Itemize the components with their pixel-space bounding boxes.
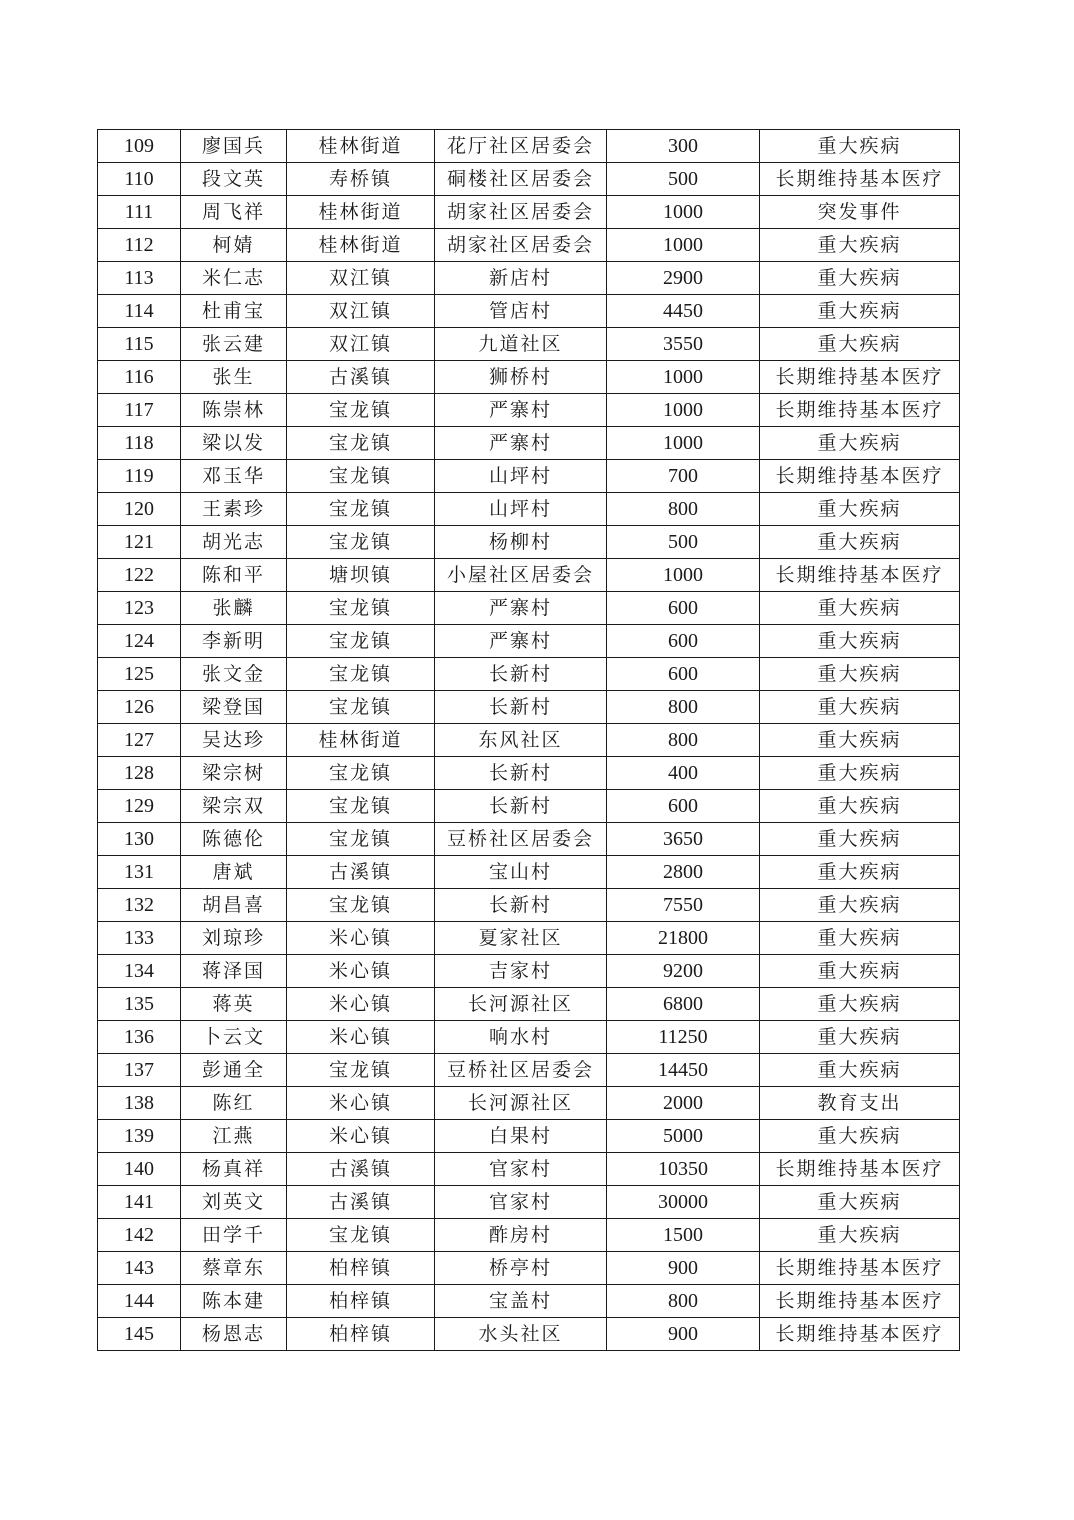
table-row [98, 724, 960, 757]
cell-reason: 长期维持基本医疗 [760, 1252, 960, 1285]
cell-amount: 900 [607, 1318, 760, 1351]
cell-index: 109 [98, 130, 181, 163]
cell-town: 宝龙镇 [287, 625, 435, 658]
table-row [98, 823, 960, 856]
table-row [98, 1252, 960, 1285]
cell-community: 东风社区 [435, 724, 607, 757]
cell-index: 133 [98, 922, 181, 955]
cell-town: 柏梓镇 [287, 1318, 435, 1351]
cell-amount: 1000 [607, 559, 760, 592]
cell-name: 陈德伦 [181, 823, 287, 856]
cell-reason: 重大疾病 [760, 724, 960, 757]
cell-amount: 700 [607, 460, 760, 493]
cell-name: 张云建 [181, 328, 287, 361]
cell-index: 121 [98, 526, 181, 559]
cell-town: 桂林街道 [287, 229, 435, 262]
cell-town: 宝龙镇 [287, 889, 435, 922]
cell-reason: 长期维持基本医疗 [760, 394, 960, 427]
cell-community: 酢房村 [435, 1219, 607, 1252]
table-row [98, 1120, 960, 1153]
cell-community: 山坪村 [435, 493, 607, 526]
cell-town: 古溪镇 [287, 361, 435, 394]
cell-community: 九道社区 [435, 328, 607, 361]
table-row [98, 1186, 960, 1219]
cell-community: 严寨村 [435, 394, 607, 427]
cell-amount: 7550 [607, 889, 760, 922]
cell-index: 140 [98, 1153, 181, 1186]
cell-name: 杨恩志 [181, 1318, 287, 1351]
cell-name: 张生 [181, 361, 287, 394]
cell-community: 豆桥社区居委会 [435, 823, 607, 856]
cell-amount: 1000 [607, 229, 760, 262]
cell-community: 胡家社区居委会 [435, 196, 607, 229]
cell-name: 刘英文 [181, 1186, 287, 1219]
table-row [98, 526, 960, 559]
cell-community: 吉家村 [435, 955, 607, 988]
cell-amount: 6800 [607, 988, 760, 1021]
cell-amount: 1000 [607, 427, 760, 460]
cell-community: 豆桥社区居委会 [435, 1054, 607, 1087]
cell-community: 响水村 [435, 1021, 607, 1054]
cell-community: 杨柳村 [435, 526, 607, 559]
cell-town: 宝龙镇 [287, 823, 435, 856]
cell-name: 梁以发 [181, 427, 287, 460]
cell-community: 新店村 [435, 262, 607, 295]
cell-reason: 重大疾病 [760, 790, 960, 823]
cell-amount: 600 [607, 790, 760, 823]
cell-community: 官家村 [435, 1186, 607, 1219]
cell-town: 宝龙镇 [287, 1219, 435, 1252]
cell-town: 宝龙镇 [287, 757, 435, 790]
cell-index: 115 [98, 328, 181, 361]
cell-index: 120 [98, 493, 181, 526]
cell-amount: 500 [607, 526, 760, 559]
cell-name: 王素珍 [181, 493, 287, 526]
cell-index: 122 [98, 559, 181, 592]
cell-town: 古溪镇 [287, 1186, 435, 1219]
cell-town: 米心镇 [287, 988, 435, 1021]
table-row [98, 394, 960, 427]
cell-town: 寿桥镇 [287, 163, 435, 196]
table-row [98, 625, 960, 658]
cell-reason: 重大疾病 [760, 592, 960, 625]
cell-index: 114 [98, 295, 181, 328]
cell-index: 135 [98, 988, 181, 1021]
cell-index: 123 [98, 592, 181, 625]
cell-index: 137 [98, 1054, 181, 1087]
table-row [98, 196, 960, 229]
cell-town: 米心镇 [287, 1087, 435, 1120]
cell-reason: 重大疾病 [760, 955, 960, 988]
cell-index: 134 [98, 955, 181, 988]
table-row [98, 988, 960, 1021]
table-row [98, 493, 960, 526]
cell-amount: 9200 [607, 955, 760, 988]
cell-reason: 重大疾病 [760, 691, 960, 724]
cell-reason: 重大疾病 [760, 1120, 960, 1153]
cell-community: 宝山村 [435, 856, 607, 889]
cell-name: 田学千 [181, 1219, 287, 1252]
cell-town: 宝龙镇 [287, 427, 435, 460]
cell-town: 双江镇 [287, 328, 435, 361]
table-row [98, 229, 960, 262]
cell-community: 宝盖村 [435, 1285, 607, 1318]
cell-town: 桂林街道 [287, 196, 435, 229]
cell-community: 夏家社区 [435, 922, 607, 955]
cell-index: 113 [98, 262, 181, 295]
cell-index: 136 [98, 1021, 181, 1054]
cell-index: 141 [98, 1186, 181, 1219]
cell-town: 宝龙镇 [287, 790, 435, 823]
cell-reason: 长期维持基本医疗 [760, 163, 960, 196]
cell-reason: 长期维持基本医疗 [760, 559, 960, 592]
cell-name: 蔡章东 [181, 1252, 287, 1285]
relief-record-table [97, 129, 960, 1351]
table-row [98, 460, 960, 493]
cell-community: 管店村 [435, 295, 607, 328]
table-row [98, 328, 960, 361]
cell-reason: 重大疾病 [760, 625, 960, 658]
cell-name: 张文金 [181, 658, 287, 691]
cell-amount: 3650 [607, 823, 760, 856]
cell-reason: 重大疾病 [760, 658, 960, 691]
cell-amount: 5000 [607, 1120, 760, 1153]
cell-index: 128 [98, 757, 181, 790]
cell-reason: 长期维持基本医疗 [760, 460, 960, 493]
cell-index: 142 [98, 1219, 181, 1252]
cell-reason: 重大疾病 [760, 493, 960, 526]
cell-amount: 3550 [607, 328, 760, 361]
cell-community: 狮桥村 [435, 361, 607, 394]
cell-index: 116 [98, 361, 181, 394]
table-row [98, 856, 960, 889]
cell-amount: 800 [607, 493, 760, 526]
cell-amount: 4450 [607, 295, 760, 328]
cell-index: 143 [98, 1252, 181, 1285]
cell-town: 宝龙镇 [287, 493, 435, 526]
cell-name: 刘琼珍 [181, 922, 287, 955]
cell-amount: 800 [607, 724, 760, 757]
cell-amount: 21800 [607, 922, 760, 955]
cell-community: 长新村 [435, 790, 607, 823]
cell-reason: 长期维持基本医疗 [760, 1153, 960, 1186]
cell-index: 132 [98, 889, 181, 922]
cell-amount: 600 [607, 592, 760, 625]
cell-amount: 1500 [607, 1219, 760, 1252]
cell-reason: 重大疾病 [760, 922, 960, 955]
cell-amount: 10350 [607, 1153, 760, 1186]
table-row [98, 790, 960, 823]
table-row [98, 559, 960, 592]
table-row [98, 130, 960, 163]
table-row [98, 592, 960, 625]
table-row [98, 1285, 960, 1318]
table-row [98, 1219, 960, 1252]
cell-index: 127 [98, 724, 181, 757]
cell-reason: 重大疾病 [760, 988, 960, 1021]
cell-index: 117 [98, 394, 181, 427]
table-row [98, 361, 960, 394]
cell-reason: 重大疾病 [760, 328, 960, 361]
cell-name: 米仁志 [181, 262, 287, 295]
cell-name: 杨真祥 [181, 1153, 287, 1186]
cell-amount: 2000 [607, 1087, 760, 1120]
table-row [98, 955, 960, 988]
cell-amount: 900 [607, 1252, 760, 1285]
cell-name: 蒋泽国 [181, 955, 287, 988]
cell-name: 吴达珍 [181, 724, 287, 757]
cell-community: 长新村 [435, 889, 607, 922]
cell-name: 廖国兵 [181, 130, 287, 163]
cell-name: 梁宗双 [181, 790, 287, 823]
cell-name: 李新明 [181, 625, 287, 658]
cell-name: 彭通全 [181, 1054, 287, 1087]
cell-name: 胡昌喜 [181, 889, 287, 922]
cell-amount: 1000 [607, 394, 760, 427]
cell-reason: 教育支出 [760, 1087, 960, 1120]
cell-reason: 重大疾病 [760, 1054, 960, 1087]
table-row [98, 1153, 960, 1186]
cell-town: 米心镇 [287, 1021, 435, 1054]
cell-community: 硐楼社区居委会 [435, 163, 607, 196]
cell-reason: 重大疾病 [760, 262, 960, 295]
cell-town: 宝龙镇 [287, 1054, 435, 1087]
table-row [98, 757, 960, 790]
cell-community: 长新村 [435, 691, 607, 724]
table-row [98, 889, 960, 922]
cell-name: 唐斌 [181, 856, 287, 889]
cell-community: 严寨村 [435, 427, 607, 460]
cell-reason: 长期维持基本医疗 [760, 1318, 960, 1351]
cell-reason: 长期维持基本医疗 [760, 1285, 960, 1318]
cell-town: 宝龙镇 [287, 691, 435, 724]
cell-town: 双江镇 [287, 295, 435, 328]
cell-town: 桂林街道 [287, 724, 435, 757]
cell-town: 柏梓镇 [287, 1285, 435, 1318]
cell-name: 陈本建 [181, 1285, 287, 1318]
cell-amount: 1000 [607, 361, 760, 394]
cell-town: 宝龙镇 [287, 592, 435, 625]
cell-community: 胡家社区居委会 [435, 229, 607, 262]
cell-community: 水头社区 [435, 1318, 607, 1351]
cell-town: 桂林街道 [287, 130, 435, 163]
cell-amount: 800 [607, 691, 760, 724]
table-row [98, 1087, 960, 1120]
table-row [98, 1054, 960, 1087]
cell-amount: 1000 [607, 196, 760, 229]
cell-index: 111 [98, 196, 181, 229]
cell-index: 131 [98, 856, 181, 889]
cell-amount: 800 [607, 1285, 760, 1318]
cell-community: 白果村 [435, 1120, 607, 1153]
cell-amount: 2800 [607, 856, 760, 889]
cell-amount: 600 [607, 625, 760, 658]
table-row [98, 922, 960, 955]
cell-index: 139 [98, 1120, 181, 1153]
cell-reason: 重大疾病 [760, 229, 960, 262]
cell-town: 古溪镇 [287, 1153, 435, 1186]
cell-community: 桥亭村 [435, 1252, 607, 1285]
cell-town: 米心镇 [287, 922, 435, 955]
cell-amount: 2900 [607, 262, 760, 295]
cell-amount: 30000 [607, 1186, 760, 1219]
cell-community: 严寨村 [435, 592, 607, 625]
cell-name: 卜云文 [181, 1021, 287, 1054]
cell-index: 119 [98, 460, 181, 493]
cell-amount: 11250 [607, 1021, 760, 1054]
cell-town: 米心镇 [287, 1120, 435, 1153]
cell-name: 陈红 [181, 1087, 287, 1120]
cell-name: 柯婧 [181, 229, 287, 262]
cell-name: 张麟 [181, 592, 287, 625]
cell-reason: 长期维持基本医疗 [760, 361, 960, 394]
cell-reason: 重大疾病 [760, 526, 960, 559]
cell-community: 花厅社区居委会 [435, 130, 607, 163]
cell-community: 长新村 [435, 757, 607, 790]
table-row [98, 1021, 960, 1054]
table-row [98, 1318, 960, 1351]
cell-town: 柏梓镇 [287, 1252, 435, 1285]
cell-name: 杜甫宝 [181, 295, 287, 328]
cell-index: 112 [98, 229, 181, 262]
cell-index: 138 [98, 1087, 181, 1120]
cell-community: 长河源社区 [435, 1087, 607, 1120]
cell-reason: 重大疾病 [760, 130, 960, 163]
cell-amount: 500 [607, 163, 760, 196]
cell-town: 塘坝镇 [287, 559, 435, 592]
cell-amount: 14450 [607, 1054, 760, 1087]
table-row [98, 163, 960, 196]
cell-town: 宝龙镇 [287, 460, 435, 493]
cell-name: 周飞祥 [181, 196, 287, 229]
cell-name: 胡光志 [181, 526, 287, 559]
cell-community: 山坪村 [435, 460, 607, 493]
cell-index: 124 [98, 625, 181, 658]
cell-index: 145 [98, 1318, 181, 1351]
cell-reason: 重大疾病 [760, 856, 960, 889]
table-body [98, 130, 960, 1351]
cell-community: 小屋社区居委会 [435, 559, 607, 592]
cell-index: 125 [98, 658, 181, 691]
cell-reason: 重大疾病 [760, 757, 960, 790]
cell-index: 126 [98, 691, 181, 724]
cell-reason: 重大疾病 [760, 295, 960, 328]
cell-name: 陈崇林 [181, 394, 287, 427]
cell-name: 梁登国 [181, 691, 287, 724]
cell-town: 宝龙镇 [287, 526, 435, 559]
cell-amount: 300 [607, 130, 760, 163]
table-row [98, 427, 960, 460]
cell-community: 长河源社区 [435, 988, 607, 1021]
cell-name: 江燕 [181, 1120, 287, 1153]
table-row [98, 295, 960, 328]
cell-community: 严寨村 [435, 625, 607, 658]
cell-name: 蒋英 [181, 988, 287, 1021]
cell-town: 古溪镇 [287, 856, 435, 889]
cell-community: 官家村 [435, 1153, 607, 1186]
cell-reason: 重大疾病 [760, 823, 960, 856]
cell-amount: 400 [607, 757, 760, 790]
table-row [98, 658, 960, 691]
cell-town: 宝龙镇 [287, 658, 435, 691]
cell-reason: 重大疾病 [760, 1021, 960, 1054]
cell-reason: 重大疾病 [760, 427, 960, 460]
cell-index: 144 [98, 1285, 181, 1318]
table-row [98, 691, 960, 724]
cell-name: 陈和平 [181, 559, 287, 592]
cell-index: 129 [98, 790, 181, 823]
cell-reason: 突发事件 [760, 196, 960, 229]
table-row [98, 262, 960, 295]
cell-town: 宝龙镇 [287, 394, 435, 427]
cell-community: 长新村 [435, 658, 607, 691]
cell-index: 110 [98, 163, 181, 196]
cell-reason: 重大疾病 [760, 1186, 960, 1219]
cell-town: 双江镇 [287, 262, 435, 295]
cell-name: 梁宗树 [181, 757, 287, 790]
cell-name: 段文英 [181, 163, 287, 196]
cell-town: 米心镇 [287, 955, 435, 988]
cell-index: 130 [98, 823, 181, 856]
cell-amount: 600 [607, 658, 760, 691]
cell-reason: 重大疾病 [760, 1219, 960, 1252]
cell-reason: 重大疾病 [760, 889, 960, 922]
cell-index: 118 [98, 427, 181, 460]
cell-name: 邓玉华 [181, 460, 287, 493]
